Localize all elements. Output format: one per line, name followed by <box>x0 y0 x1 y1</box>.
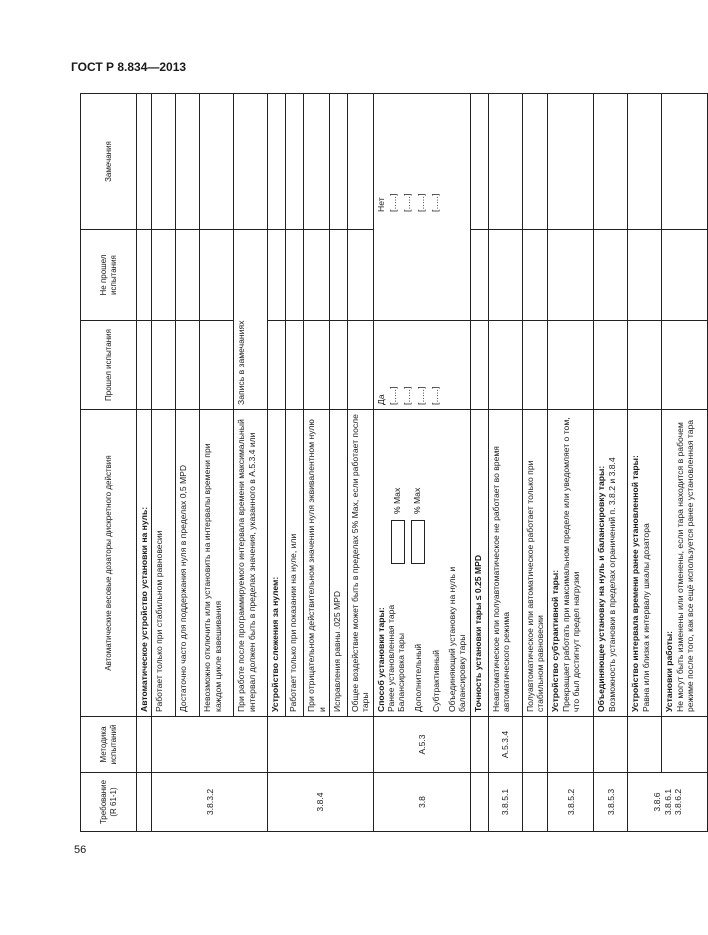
tare-cell <box>373 410 470 717</box>
tracking-item: Исправления равны .025 MPD <box>329 410 347 717</box>
yes-checkbox[interactable]: [.....] <box>429 386 440 405</box>
percent-max-label: % Max <box>412 487 423 514</box>
req-subtractive: 3.8.5.2 <box>548 773 594 832</box>
no-checkbox[interactable]: [.....] <box>429 193 440 212</box>
yes-checkbox[interactable]: [.....] <box>415 386 426 405</box>
table-row <box>268 94 286 832</box>
no-label: Нет <box>375 197 386 212</box>
col-remarks: Замечания <box>81 94 137 230</box>
note-cell <box>234 230 268 410</box>
combined-text: Возможность установки в пределах ограничений п. 3.8.2 и 3.8.4 <box>606 457 617 712</box>
page-number: 56 <box>74 844 87 856</box>
req-setup-line: 3.8.6.2 <box>673 788 684 816</box>
accuracy-item: Полуавтоматическое или автоматическое работает только при стабильном равновесии <box>522 410 548 717</box>
req-combined: 3.8.5.3 <box>594 773 628 832</box>
table-row <box>522 94 548 832</box>
combined-heading: Объединяющее установку на нуль и балансировку тары: <box>596 465 607 712</box>
table-row <box>137 94 152 832</box>
interval-heading: Устройство интервала времени ранее установленной тары: <box>630 455 641 712</box>
table-row <box>662 94 708 832</box>
zero-item: Достаточно часто для поддержания нуля в пределах 0,5 MPD <box>176 410 200 717</box>
table-row <box>628 94 662 832</box>
tracking-item: При отрицательном действительном значении нуля эквивалентном нулю и <box>304 410 330 717</box>
req-tracking: 3.8.4 <box>268 773 373 832</box>
req-setup-line: 3.8.6.1 <box>662 788 673 816</box>
no-checkbox[interactable]: [.....] <box>415 193 426 212</box>
yes-label: Да <box>375 394 386 405</box>
tare-heading: Способ установки тары: <box>375 607 386 712</box>
rotated-table <box>80 94 695 832</box>
tare-combined: Объединяющий установку на нуль и балансировку тары <box>447 566 468 712</box>
additive-box[interactable] <box>391 520 405 564</box>
yes-checkbox[interactable]: [.....] <box>387 386 398 405</box>
req-zero: 3.8.3.2 <box>152 773 268 832</box>
tracking-heading: Устройство слежения за нулем: <box>268 410 286 717</box>
col-method: Методика испытаний <box>81 717 137 773</box>
table-row <box>548 94 594 832</box>
tracking-item: Общее воздействие может быть в пределах 5% Max, если работает после тары <box>347 410 373 717</box>
req-tare: 3.8 <box>373 773 470 832</box>
table-row <box>488 94 522 832</box>
tare-line: Балансировка тары <box>396 633 407 712</box>
col-requirement: Требование (R 61-1) <box>81 773 137 832</box>
setup-text: Не могут быть изменены или отменены, если тара находится в рабочем режиме после того, как все ещё используется ранее установленная тара <box>674 419 695 712</box>
setup-heading: Установки работы: <box>664 630 675 712</box>
accuracy-item: Неавтоматическое или полуавтоматическое не работает во время автоматического режима <box>488 410 522 717</box>
tracking-item: Работает только при показании на нуле, или <box>286 410 304 717</box>
interval-text: Равна или близка к интервалу шкалы дозатора <box>640 523 651 712</box>
yes-checkbox[interactable]: [.....] <box>401 386 412 405</box>
col-passed: Прошел испытания <box>81 321 137 410</box>
tare-subtractive: Субтрактивный <box>430 650 441 712</box>
subtractive-heading: Устройство субтрактивной тары: <box>550 569 561 712</box>
accuracy-heading: Точность установки тары ≤ 0.25 MPD <box>470 410 488 717</box>
no-checkbox[interactable]: [.....] <box>401 193 412 212</box>
req-setup <box>628 773 708 832</box>
subtractive-box[interactable] <box>411 520 425 564</box>
table-row <box>594 94 628 832</box>
no-checkbox[interactable]: [.....] <box>387 193 398 212</box>
method-tare: А.5.3 <box>373 717 470 773</box>
subtractive-text: Прекращает работать при максимальном пределе или уведомляет о том, что был достигнут предел нагрузки <box>560 417 581 712</box>
zero-item: Невозможно отключить или установить на интервалы времени при каждом цикле взвешивания <box>200 410 234 717</box>
method-accuracy: А.5.3.4 <box>488 717 522 773</box>
percent-max-label: % Max <box>392 487 403 514</box>
remark-note: Запись в замечаниях <box>236 320 247 405</box>
table-row <box>152 94 176 832</box>
tare-additive: Дополнительный <box>412 643 423 712</box>
col-failed: Не прошел испытания <box>81 230 137 321</box>
header-row <box>81 94 137 832</box>
failed-cell <box>373 94 470 321</box>
req-accuracy: 3.8.5.1 <box>488 773 522 832</box>
document-header: ГОСТ Р 8.834—2013 <box>71 60 187 74</box>
tare-line: Ранее установленная тара <box>385 604 396 712</box>
col-title: Автоматические весовые дозаторы дискретного действия <box>81 410 137 717</box>
table-row <box>470 94 488 832</box>
req-setup-line: 3.8.6 <box>652 792 663 812</box>
table-row <box>373 94 470 832</box>
zero-heading: Автоматическое устройство установки на нуль: <box>137 410 152 717</box>
zero-item: Работает только при стабильном равновесии <box>152 410 176 717</box>
passed-cell <box>373 321 470 410</box>
test-checklist-table <box>80 93 708 832</box>
zero-item: При работе после программируемого интервала времени максимальный интервал должен быть в пределах значения, указанного в А.5.3.4 или <box>234 410 268 717</box>
